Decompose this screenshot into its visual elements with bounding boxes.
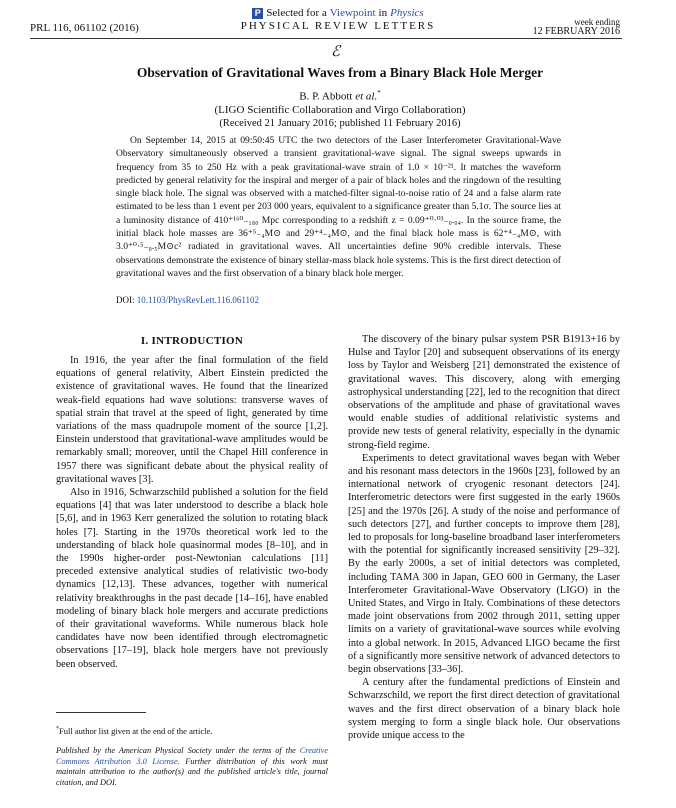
viewpoint-notice <box>180 7 496 19</box>
license-notice <box>56 746 328 788</box>
received-dates: (Received 21 January 2016; published 11 February 2016) <box>219 118 461 129</box>
editors-suggestion-icon: ℰ <box>331 44 341 60</box>
footnote-rule <box>56 712 146 713</box>
viewpoint-mid: in <box>378 7 388 19</box>
author-footnote-mark: * <box>377 89 381 97</box>
viewpoint-prefix: Selected for a <box>266 7 327 19</box>
collaboration: (LIGO Scientific Collaboration and Virgo Collaboration) <box>214 104 466 116</box>
paragraph: A century after the fundamental predictions of Einstein and Schwarzschild, we report the first direct detection of gravitational waves and the first direct observation of a binary black hole system merging to form a single black hole. Our observations provide unique access to the <box>348 677 620 742</box>
paper-title: Observation of Gravitational Waves from a Binary Black Hole Merger <box>136 65 544 80</box>
paragraph: Experiments to detect gravitational waves began with Weber and his resonant mass detectors in the 1960s [23], followed by an international network of cryogenic resonant detectors [24]. Interferometric detectors were first suggested in the early 1960s [25] and the 1970s [26]. A study of the noise and performance of such detectors [27], and further concepts to improve them [28], led to proposals for long-baseline broadband laser interferometers with the potential for significantly increased sensitivity [29–32]. By the early 2000s, a set of initial detectors was completed, including TAMA 300 in Japan, GEO 600 in Germany, the Laser Interferometer Gravitational-Wave Observatory (LIGO) in the United States, and Virgo in Italy. Combinations of these detectors made joint observations from 2002 through 2011, setting upper limits on a variety of gravitational-wave sources while evolving into a global network. In 2015, Advanced LIGO became the first of a significantly more sensitive network of advanced detectors to begin observations [33–36]. <box>348 452 620 676</box>
paragraph: Also in 1916, Schwarzschild published a solution for the field equations [4] that was later understood to describe a black hole [5,6], and in 1963 Kerr generalized the solution to rotating black holes [7]. Starting in the 1970s theoretical work led to the understanding of black hole quasinormal modes [8–10], and in the 1990s higher-order post-Newtonian calculations [11] preceded extensive analytical studies of relativistic two-body dynamics [12,13]. These advances, together with numerical relativity breakthroughs in the past decade [14–16], have enabled modeling of binary black hole mergers and accurate predictions of their gravitational waveforms. While numerous black hole candidates have now been identified through electromagnetic observations [17–19], black hole mergers have not previously been observed. <box>56 487 328 670</box>
journal-citation: PRL 116, 061102 (2016) <box>30 22 139 34</box>
license-post: Further distribution of this work must maintain attribution to the author(s) and the published article's title, journal citation, and DOI. <box>56 756 328 787</box>
author-line <box>30 89 650 103</box>
doi-label: DOI: <box>116 295 135 305</box>
abstract <box>116 134 561 280</box>
physics-journal-link[interactable]: Physics <box>390 7 424 19</box>
paragraph: In 1916, the year after the final formulation of the field equations of general relativity, Albert Einstein predicted the existence of gravitational waves. He found that the linearized weak-field equations had wave solutions: transverse waves of spatial strain that travel at the speed of light, generated by time variations of the mass quadrupole moment of the source [1,2]. Einstein understood that gravitational-wave amplitudes would be remarkably small; moreover, until the Chapel Hill conference in 1957 there was significant debate about the physical reality of gravitational waves [3]. <box>56 355 328 485</box>
issue-date <box>533 18 620 36</box>
footnote-mark: * <box>56 726 59 733</box>
doi-line <box>116 295 259 305</box>
footnote-text: Full author list given at the end of the article. <box>59 726 213 736</box>
right-column <box>348 333 620 742</box>
author-suffix: et al. <box>355 90 378 103</box>
license-link[interactable]: Creative Commons Attribution 3.0 License. <box>56 746 328 766</box>
week-ending-label: week ending <box>574 17 620 27</box>
paragraph: The discovery of the binary pulsar system PSR B1913+16 by Hulse and Taylor [20] and subsequent observations of its energy loss by Taylor and Weisberg [21] demonstrated the existence of gravitational waves. This discovery, along with emerging astrophysical understanding [22], led to the recognition that direct observations of the amplitude and phase of gravitational waves would enable studies of additional relativistic systems and provide new tests of general relativity, especially in the dynamic strong-field regime. <box>348 334 620 451</box>
license-pre: Published by the American Physical Society under the terms of the <box>56 746 300 755</box>
footnote <box>56 726 328 736</box>
week-ending-date: 12 FEBRUARY 2016 <box>532 26 620 37</box>
viewpoint-link[interactable]: Viewpoint <box>329 7 376 19</box>
section-heading: I. INTRODUCTION <box>140 335 244 347</box>
journal-header <box>180 7 496 32</box>
left-column <box>56 354 328 671</box>
physics-logo-icon: P <box>252 8 263 19</box>
doi-link[interactable]: 10.1103/PhysRevLett.116.061102 <box>136 295 259 305</box>
header-rule <box>30 38 622 39</box>
abstract-text: On September 14, 2015 at 09:50:45 UTC the two detectors of the Laser Interferometer Gravitational-Wave Observatory simultaneously observed a transient gravitational-wave signal. The signal sweeps upwards in frequency from 35 to 250 Hz with a peak gravitational-wave strain of 1.0 × 10⁻²¹. It matches the waveform predicted by general relativity for the inspiral and merger of a pair of black holes and the ringdown of the resulting single black hole. The signal was observed with a matched-filter signal-to-noise ratio of 24 and a false alarm rate estimated to be less than 1 event per 203 000 years, equivalent to a significance greater than 5.1σ. The source lies at a luminosity distance of 410⁺¹⁶⁰₋₁₈₀ Mpc corresponding to a redshift z = 0.09⁺⁰·⁰³₋₀.₀₄. In the source frame, the initial black hole masses are 36⁺⁵₋₄M⊙ and 29⁺⁴₋₄M⊙, and the final black hole mass is 62⁺⁴₋₄M⊙, with 3.0⁺⁰·⁵₋₀.₅M⊙c² radiated in gravitational waves. All uncertainties define 90% credible intervals. These observations demonstrate the existence of binary stellar-mass black hole systems. This is the first direct detection of gravitational waves and the first observation of a binary black hole merger. <box>116 135 561 279</box>
author-name: B. P. Abbott <box>299 90 353 103</box>
journal-name: PHYSICAL REVIEW LETTERS <box>240 20 436 32</box>
